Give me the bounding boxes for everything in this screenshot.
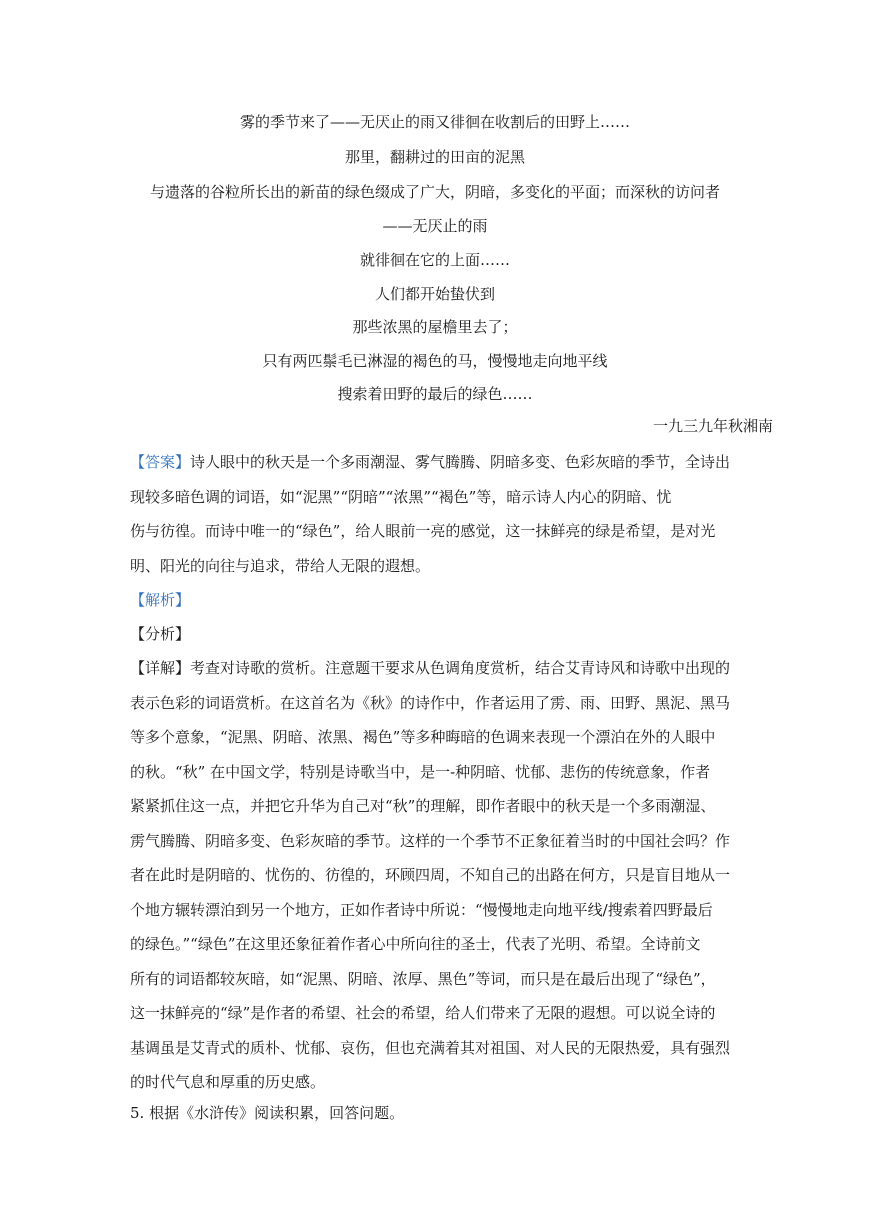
detail-line-3: 等多个意象，“泥黑、阴暗、浓黑、褐色”等多种晦暗的色调来表现一个漂泊在外的人眼中 xyxy=(130,728,716,746)
poem-line-9: 搜索着田野的最后的绿色…… xyxy=(337,385,533,403)
detail-line-2: 表示色彩的词语赏析。在这首名为《秋》的诗作中，作者运用了雳、雨、田野、黑泥、黑马 xyxy=(130,693,731,712)
answer-paragraph xyxy=(130,445,740,583)
detail-line-11: 这一抹鲜亮的“绿”是作者的希望、社会的希望，给人们带来了无限的遐想。可以说全诗的 xyxy=(130,1004,716,1022)
detail-tag: 【详解】 xyxy=(130,659,191,677)
poem-line-4: ——无厌止的雨 xyxy=(382,217,488,235)
detail-line-6: 雳气腾腾、阴暗多变、色彩灰暗的季节。这样的一个季节不正象征着当时的中国社会吗？作 xyxy=(130,831,731,850)
detail-paragraph xyxy=(130,651,740,1100)
detail-text-1: 考查对诗歌的赏析。注意题干要求从色调角度赏析，结合艾青诗风和诗歌中出现的 xyxy=(190,659,731,677)
answer-tag: 【答案】 xyxy=(130,453,191,471)
answer-line-4: 明、阳光的向往与追求，带给人无限的遐想。 xyxy=(130,556,431,575)
poem-line-7: 那些浓黑的屋檐里去了； xyxy=(352,318,518,336)
detail-line-5: 紧紧抓住这一点，并把它升华为自己对“秋”的理解，即作者眼中的秋天是一个多雨潮湿、 xyxy=(130,797,716,815)
poem-line-5: 就徘徊在它的上面…… xyxy=(359,251,510,269)
answer-line-2: 现较多暗色调的词语，如“泥黑”“阴暗”“浓黑”“褐色”等，暗示诗人内心的阴暗、忧 xyxy=(130,487,672,506)
answer-line-3: 伤与彷徨。而诗中唯一的“绿色”，给人眼前一亮的感觉，这一抹鲜亮的绿是希望，是对光 xyxy=(130,522,716,540)
analysis-sub-heading: 【分析】 xyxy=(130,625,191,643)
question-5: 5. 根据《水浒传》阅读积累，回答问题。 xyxy=(130,1104,405,1122)
poem-line-6: 人们都开始蛰伏到 xyxy=(374,285,495,303)
detail-line-1 xyxy=(130,651,740,686)
poem-line-2: 那里，翻耕过的田亩的泥黑 xyxy=(344,148,525,166)
poem-line-8: 只有两匹鬃毛已淋湿的褐色的马，慢慢地走向地平线 xyxy=(262,352,608,370)
poem-line-3: 与遗落的谷粒所长出的新苗的绿色缀成了广大，阴暗，多变化的平面；而深秋的访问者 xyxy=(149,183,720,201)
detail-line-10: 所有的词语都较灰暗，如“泥黑、阴暗、浓厚、黑色”等词，而只是在最后出现了“绿色”， xyxy=(130,969,716,988)
poem-line-1: 雾的季节来了——无厌止的雨又徘徊在收割后的田野上…… xyxy=(239,113,630,131)
answer-line-1 xyxy=(130,445,740,480)
detail-line-12: 基调虽是艾青式的质朴、忧郁、哀伤，但也充满着其对祖国、对人民的无限热爱，具有强烈 xyxy=(130,1038,731,1057)
detail-line-7: 者在此时是阴暗的、忧伤的、彷徨的，环顾四周，不知自己的出路在何方，只是盲目地从一 xyxy=(130,866,731,884)
detail-line-9: 的绿色。”“绿色”在这里还象征着作者心中所向往的圣士，代表了光明、希望。全诗前文 xyxy=(130,935,701,953)
detail-line-13: 的时代气息和厚重的历史感。 xyxy=(130,1073,326,1091)
detail-line-8: 个地方辗转漂泊到另一个地方，正如作者诗中所说：“慢慢地走向地平线/搜索着四野最后 xyxy=(130,900,713,919)
poem-signature: 一九三九年秋湘南 xyxy=(652,417,773,435)
detail-line-4: 的秋。“秋” 在中国文学，特别是诗歌当中，是一-种阴暗、忧郁、悲伤的传统意象，作者 xyxy=(130,762,711,781)
analysis-tag: 【解析】 xyxy=(130,591,191,609)
answer-text-1: 诗人眼中的秋天是一个多雨潮湿、雾气腾腾、阴暗多变、色彩灰暗的季节，全诗出 xyxy=(190,453,731,471)
